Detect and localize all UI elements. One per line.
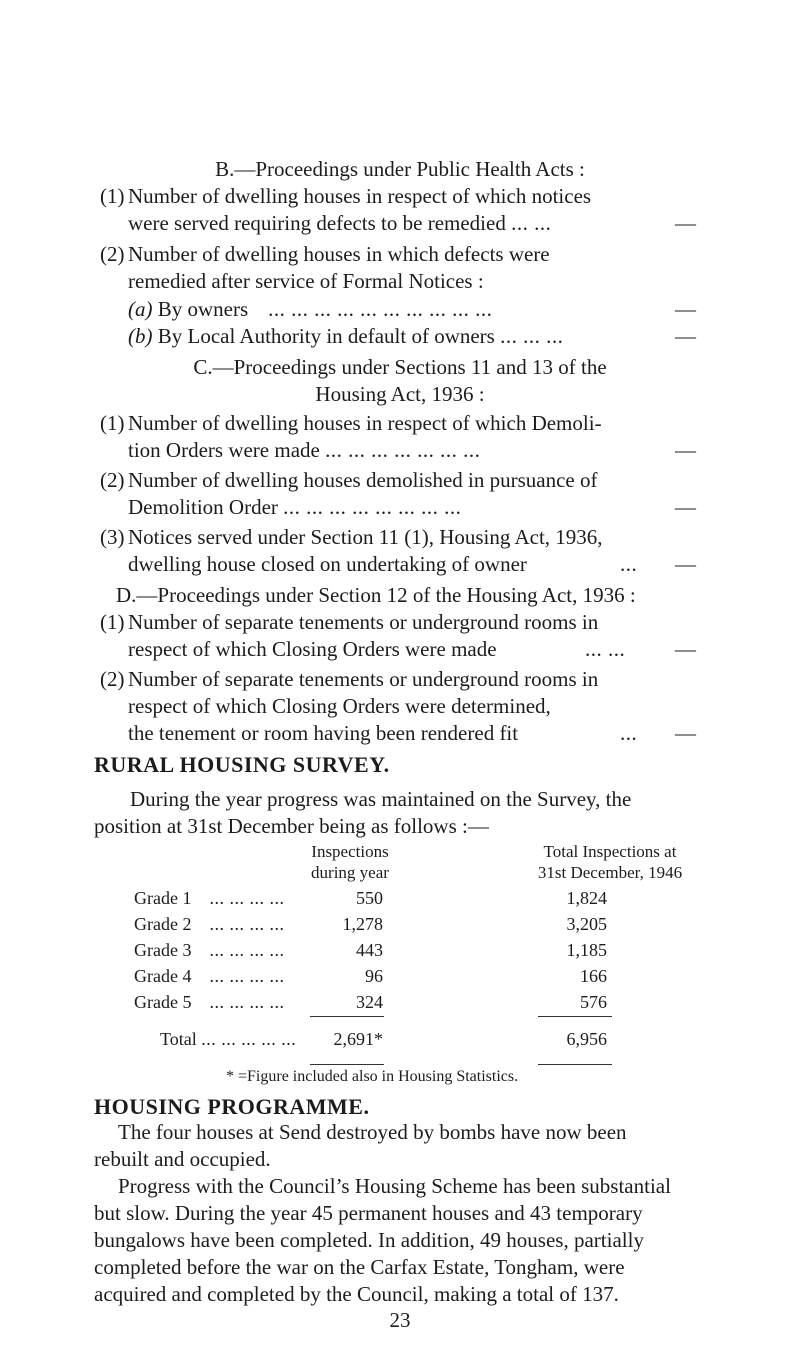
item-dots: ...	[620, 721, 638, 745]
grade-label: Grade 5 ... ... ... ...	[134, 992, 285, 1012]
total-row: Total ... ... ... ... ...	[160, 1029, 297, 1049]
item-text: Number of dwelling houses in respect of which notices	[128, 184, 592, 208]
sub-item-b: (b) By Local Authority in default of owners ... ... ...	[128, 324, 564, 348]
item-text: dwelling house closed on undertaking of owner	[128, 552, 527, 576]
grade-during-value: 1,278	[342, 914, 383, 934]
grade-during-value: 96	[365, 966, 383, 986]
item-text: Number of dwelling houses in which defects were	[128, 242, 550, 266]
rural-survey-title: RURAL HOUSING SURVEY.	[94, 752, 390, 777]
item-number: (2)	[100, 468, 125, 492]
item-text: respect of which Closing Orders were determined,	[128, 694, 551, 718]
grade-during-value: 324	[356, 992, 383, 1012]
col-head-during: Inspections during year	[311, 842, 389, 882]
section-c-heading: C.—Proceedings under Sections 11 and 13 of the	[193, 355, 607, 379]
item-value: —	[675, 637, 696, 661]
grade-label: Grade 1 ... ... ... ...	[134, 888, 285, 908]
item-text: Number of dwelling houses in respect of which Demoli-	[128, 411, 602, 435]
rule	[310, 1064, 384, 1065]
item-text: Number of dwelling houses demolished in pursuance of	[128, 468, 598, 492]
item-number: (2)	[100, 242, 125, 266]
grade-total-value: 1,824	[566, 888, 607, 908]
programme-text: bungalows have been completed. In addition, 49 houses, partially	[94, 1228, 644, 1252]
page-number: 23	[389, 1308, 411, 1332]
section-c-heading: Housing Act, 1936 :	[315, 382, 485, 406]
item-text: respect of which Closing Orders were made	[128, 637, 497, 661]
item-text: Notices served under Section 11 (1), Housing Act, 1936,	[128, 525, 603, 549]
grade-total-value: 3,205	[566, 914, 607, 934]
grade-total-value: 1,185	[566, 940, 607, 960]
programme-text: The four houses at Send destroyed by bombs have now been	[118, 1120, 627, 1144]
grade-label: Grade 2 ... ... ... ...	[134, 914, 285, 934]
item-number: (1)	[100, 411, 125, 435]
rule	[538, 1016, 612, 1017]
item-value: —	[675, 495, 696, 519]
sub-item-a-value: —	[675, 297, 696, 321]
total-during-value: 2,691*	[333, 1029, 383, 1049]
grade-label: Grade 4 ... ... ... ...	[134, 966, 285, 986]
item-number: (1)	[100, 610, 125, 634]
item-dots: ... ...	[585, 637, 626, 661]
rural-intro: position at 31st December being as follows :—	[94, 814, 489, 838]
item-text: were served requiring defects to be remedied ... ...	[128, 211, 552, 235]
item-number: (3)	[100, 525, 125, 549]
item-text: remedied after service of Formal Notices :	[128, 269, 484, 293]
grade-total-value: 166	[580, 966, 607, 986]
col-head-total: Total Inspections at 31st December, 1946	[537, 842, 683, 882]
item-value: —	[675, 721, 696, 745]
programme-text: acquired and completed by the Council, making a total of 137.	[94, 1282, 619, 1306]
grade-during-value: 443	[356, 940, 383, 960]
footnote: * =Figure included also in Housing Statistics.	[226, 1068, 519, 1085]
sub-item-a: (a) By owners ... ... ... ... ... ... ... ... ... ...	[128, 297, 493, 321]
total-total-value: 6,956	[566, 1029, 607, 1049]
rural-intro: During the year progress was maintained on the Survey, the	[130, 787, 632, 811]
item-value: —	[675, 211, 696, 235]
section-b-heading: B.—Proceedings under Public Health Acts :	[215, 157, 585, 181]
item-text: Demolition Order ... ... ... ... ... ... ... ...	[128, 495, 462, 519]
item-dots: ...	[620, 552, 638, 576]
item-text: Number of separate tenements or underground rooms in	[128, 667, 599, 691]
item-text: tion Orders were made ... ... ... ... ... ... ...	[128, 438, 481, 462]
item-text: the tenement or room having been rendered fit	[128, 721, 519, 745]
item-text: Number of separate tenements or underground rooms in	[128, 610, 599, 634]
item-number: (2)	[100, 667, 125, 691]
item-value: —	[675, 552, 696, 576]
grade-during-value: 550	[356, 888, 383, 908]
rule	[310, 1016, 384, 1017]
programme-text: but slow. During the year 45 permanent houses and 43 temporary	[94, 1201, 643, 1225]
grade-label: Grade 3 ... ... ... ...	[134, 940, 285, 960]
item-value: —	[675, 438, 696, 462]
item-number: (1)	[100, 184, 125, 208]
programme-text: completed before the war on the Carfax Estate, Tongham, were	[94, 1255, 625, 1279]
programme-text: rebuilt and occupied.	[94, 1147, 271, 1171]
programme-text: Progress with the Council’s Housing Scheme has been substantial	[118, 1174, 671, 1198]
housing-programme-title: HOUSING PROGRAMME.	[94, 1094, 370, 1119]
section-d-heading: D.—Proceedings under Section 12 of the Housing Act, 1936 :	[116, 583, 636, 607]
sub-item-b-value: —	[675, 324, 696, 348]
rule	[538, 1064, 612, 1065]
grade-total-value: 576	[580, 992, 607, 1012]
